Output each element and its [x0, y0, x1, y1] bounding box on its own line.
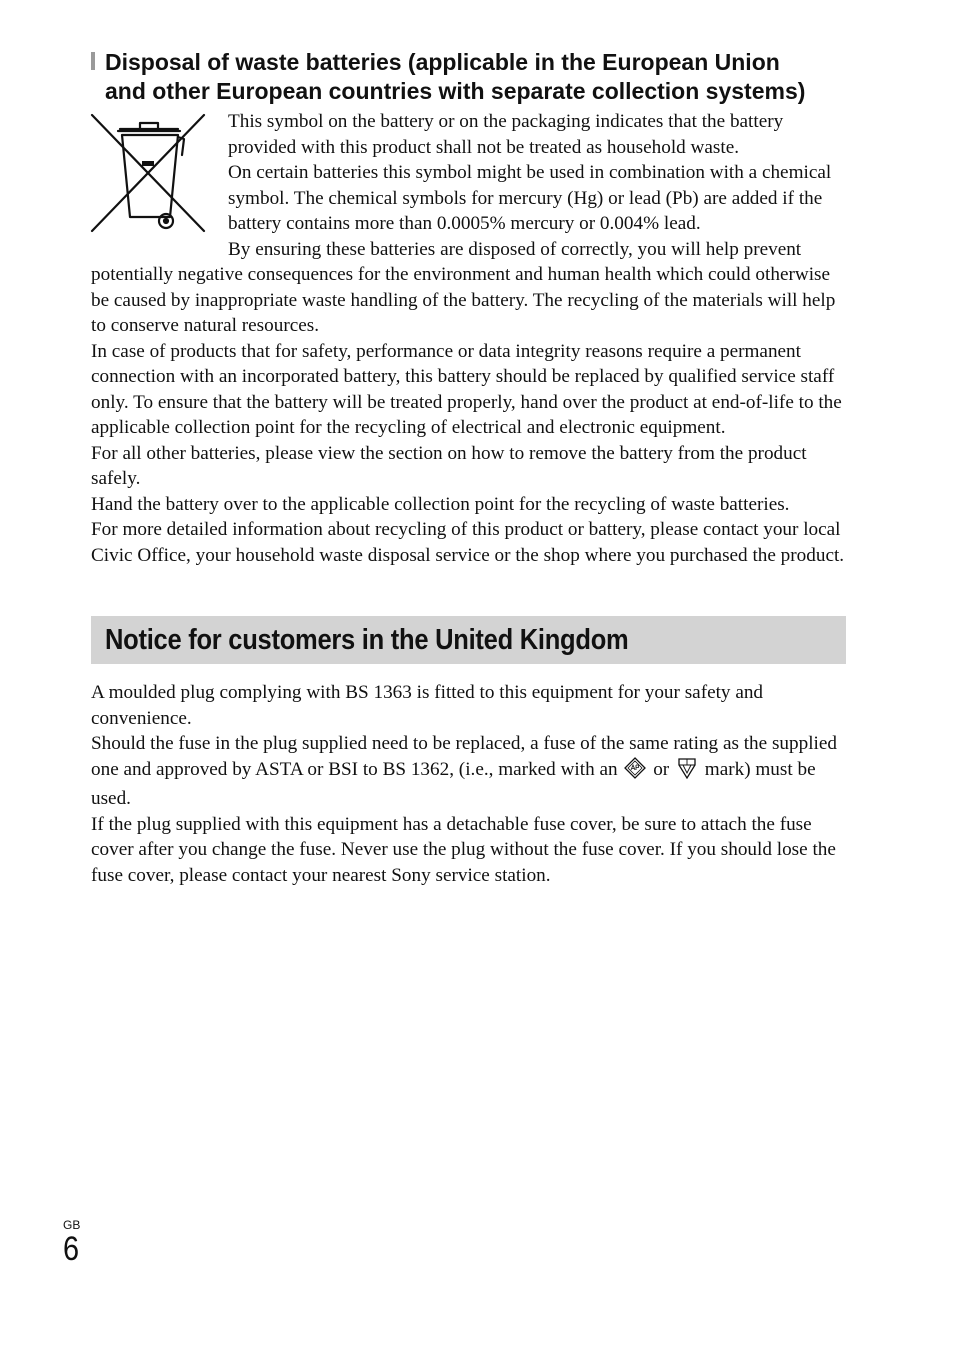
paragraph: For all other batteries, please view the section on how to remove the battery from the product safely.: [91, 442, 807, 489]
language-code: GB: [63, 1218, 81, 1232]
paragraph: On certain batteries this symbol might be used in combination with a chemical symbol. The chemical symbols for mercury (Hg) or lead (Pb) are added if the battery contains more than 0.0005% mercury or 0.004% lead.: [228, 162, 832, 234]
uk-notice-title: Notice for customers in the United Kingdom: [105, 623, 629, 656]
paragraph: If the plug supplied with this equipment has a detachable fuse cover, be sure to attach the fuse cover after you change the fuse. Never use the plug without the fuse cover. If you should lose the fuse cover, please contact your nearest Sony service station.: [91, 813, 836, 886]
page-number: 6: [63, 1230, 80, 1268]
uk-notice-title-bar: [91, 616, 846, 664]
paragraph: In case of products that for safety, performance or data integrity reasons require a permanent connection with an incorporated battery, this battery should be replaced by qualified service staff only. To ensure that the battery will be treated properly, hand over the product at end-of-life to the applicable collection point for the recycling of electrical and electronic equipment.: [91, 340, 842, 438]
paragraph-fuse: [91, 731, 846, 812]
paragraph-text: mark) must be used.: [91, 758, 816, 809]
paragraph-text: Should the fuse in the plug supplied need to be replaced, a fuse of the same rating as the supplied one and approved by ASTA or BSI to BS 1362, (i.e., marked with an: [91, 733, 837, 780]
crossed-out-wheeled-bin-icon: [90, 109, 214, 237]
paragraph-text-or: or: [653, 758, 670, 780]
page-footer: [63, 1218, 82, 1266]
battery-disposal-body: [91, 109, 846, 568]
heading-marker-bar: [91, 52, 95, 70]
paragraph: This symbol on the battery or on the packaging indicates that the battery provided with this product shall not be treated as household waste.: [228, 111, 784, 158]
paragraph: By ensuring these batteries are disposed of correctly, you will help prevent potentially negative consequences for the environment and human health which could otherwise be caused by inappropriate waste handling of the battery. The recycling of the materials will help to conserve natural resources.: [91, 238, 836, 336]
bsi-kitemark-icon: [676, 757, 698, 787]
paragraph: Hand the battery over to the applicable collection point for the recycling of waste batteries.: [91, 493, 790, 515]
paragraph: For more detailed information about recycling of this product or battery, please contact your local Civic Office, your household waste disposal service or the shop where you purchased the product.: [91, 519, 845, 566]
page-content: [91, 48, 846, 888]
battery-disposal-heading: [91, 48, 846, 106]
heading-line-2: and other European countries with separate collection systems): [105, 78, 806, 104]
asta-mark-icon: [624, 757, 646, 787]
paragraph: A moulded plug complying with BS 1363 is fitted to this equipment for your safety and convenience.: [91, 682, 764, 729]
uk-notice-body: [91, 680, 846, 888]
heading-line-1: Disposal of waste batteries (applicable in the European Union: [105, 49, 780, 75]
